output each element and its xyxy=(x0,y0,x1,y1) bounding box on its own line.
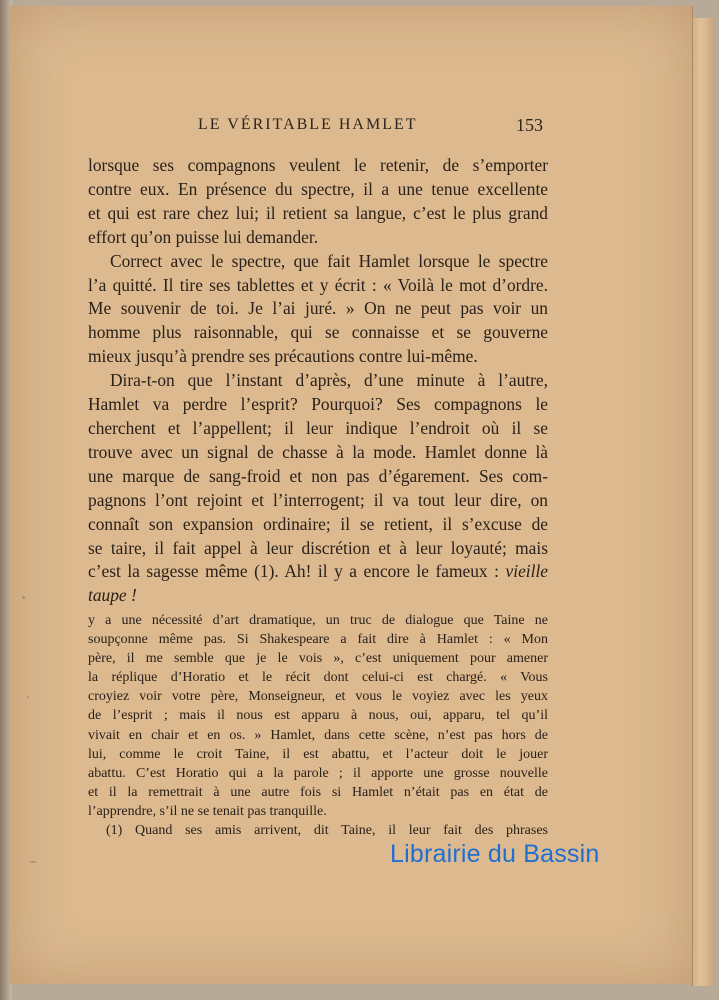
italic-text: vieille xyxy=(505,561,548,582)
text-line: se taire, il fait appel à leur discrétion et à leur loyauté; mais xyxy=(88,537,548,558)
text-line: mieux jusqu’à prendre ses précautions contre lui-même. xyxy=(88,346,478,367)
text-line: une marque de sang-froid et non pas d’égarement. Ses com- xyxy=(88,465,548,486)
paper-speck xyxy=(30,861,36,863)
footnote-line: la réplique d’Horatio et le récit dont celui-ci est chargé. « Vous xyxy=(88,670,548,686)
footnote-line: de l’esprit ; mais il nous est apparu à nous, oui, apparu, tel qu’il xyxy=(88,708,548,724)
text-line: Me souvenir de toi. Je l’ai juré. » On ne peut pas voir un xyxy=(88,298,548,319)
text-line: l’a quitté. Il tire ses tablettes et y écrit : « Voilà le mot d’ordre. xyxy=(88,274,548,295)
text-line xyxy=(88,560,548,584)
text-line: connaît son expansion ordinaire; il se retient, il s’excuse de xyxy=(88,513,548,534)
footnote-line: abattu. C’est Horatio qui a la parole ; il apporte une grosse nouvelle xyxy=(88,765,548,781)
text-line: et qui est rare chez lui; il retient sa langue, c’est le plus grand xyxy=(88,202,548,223)
paragraph-2 xyxy=(88,250,548,370)
watermark: Librairie du Bassin xyxy=(390,840,600,868)
paper-speck xyxy=(27,696,29,698)
text-line: homme plus raisonnable, qui se connaisse et se gouverne xyxy=(88,322,548,343)
page-edge xyxy=(692,18,713,986)
main-text xyxy=(88,154,548,608)
footnote-line: soupçonne même pas. Si Shakespeare a fait dire à Hamlet : « Mon xyxy=(88,632,548,648)
text-line: lorsque ses compagnons veulent le retenir, de s’emporter xyxy=(88,155,548,175)
running-title: LE VÉRITABLE HAMLET xyxy=(198,116,418,133)
text-line: pagnons l’ont rejoint et l’interrogent; il va tout leur dire, on xyxy=(88,489,548,510)
paragraph-1 xyxy=(88,154,548,250)
text-line: Hamlet va perdre l’esprit? Pourquoi? Ses compagnons le xyxy=(88,394,548,415)
text-segment: c’est la sagesse même (1). Ah! il y a encore le fameux : xyxy=(88,561,506,582)
paragraph-3 xyxy=(88,369,548,608)
text-line: contre eux. En présence du spectre, il a une tenue excellente xyxy=(88,178,548,199)
italic-text: taupe ! xyxy=(88,585,137,606)
footnote-line: vivait en chair et en os. » Hamlet, dans cette scène, n’est pas hors de xyxy=(88,727,548,743)
text-line: effort qu’on puisse lui demander. xyxy=(88,226,319,247)
footnote-line: père, il me semble que je le vois », c’est uniquement pour amener xyxy=(88,651,548,667)
footnote-line: et il la remettrait à une autre fois si Hamlet n’était pas en état de xyxy=(88,784,548,800)
text-line: Correct avec le spectre, que fait Hamlet lorsque le spectre xyxy=(110,250,548,271)
footnotes xyxy=(88,611,548,840)
text-line: Dira-t-on que l’instant d’après, d’une minute à l’autre, xyxy=(110,370,548,391)
footnote-line: lui, comme le croit Taine, il est abattu, et l’acteur doit le jouer xyxy=(88,746,548,762)
footnote-1: (1) Quand ses amis arrivent, dit Taine, il leur fait des phrases xyxy=(106,823,548,839)
footnote-line: croyiez voir votre père, Monseigneur, et vous le voyiez avec les yeux xyxy=(88,689,548,705)
text-line xyxy=(88,584,548,608)
text-line: cherchent et l’appellent; il leur indique l’endroit où il se xyxy=(88,417,548,438)
paper-speck xyxy=(22,596,25,599)
page-number: 153 xyxy=(516,115,543,135)
footnote-line: y a une nécessité d’art dramatique, un truc de dialogue que Taine ne xyxy=(88,613,548,628)
text-line: trouve avec un signal de chasse à la mode. Hamlet donne là xyxy=(88,441,548,462)
footnote-line: l’apprendre, s’il ne se tenait pas tranquille. xyxy=(88,803,327,819)
